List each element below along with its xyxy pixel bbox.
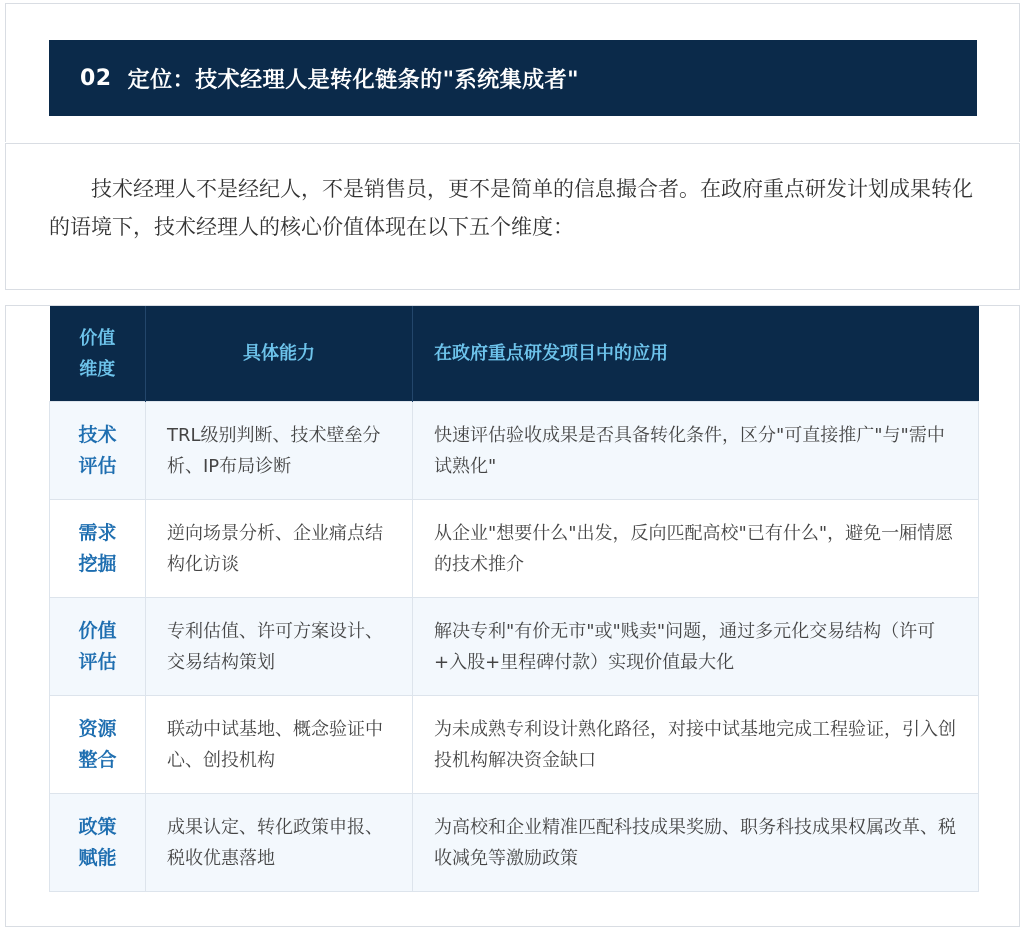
table-row: [50, 598, 979, 696]
section-header-card: [5, 3, 1020, 142]
intro-paragraph: 技术经理人不是经纪人，不是销售员，更不是简单的信息撮合者。在政府重点研发计划成果转化的语境下，技术经理人的核心价值体现在以下五个维度：: [49, 177, 973, 239]
dimension-line2: 整合: [78, 748, 117, 771]
ability-cell: 成果认定、转化政策申报、税收优惠落地: [146, 794, 413, 892]
table-row: [50, 696, 979, 794]
application-cell: 解决专利"有价无市"或"贱卖"问题，通过多元化交易结构（许可+入股+里程碑付款）实现价值最大化: [413, 598, 979, 696]
header-ability: 具体能力: [146, 306, 413, 402]
dimension-line1: 政策: [78, 815, 117, 838]
application-cell: 快速评估验收成果是否具备转化条件，区分"可直接推广"与"需中试熟化": [413, 402, 979, 500]
application-cell: 从企业"想要什么"出发，反向匹配高校"已有什么"，避免一厢情愿的技术推介: [413, 500, 979, 598]
section-banner: [49, 40, 977, 116]
dimension-line2: 评估: [78, 454, 117, 477]
dimension-cell: [50, 696, 146, 794]
header-application: 在政府重点研发项目中的应用: [413, 306, 979, 402]
application-cell: 为高校和企业精准匹配科技成果奖励、职务科技成果权属改革、税收减免等激励政策: [413, 794, 979, 892]
table-row: [50, 794, 979, 892]
ability-cell: 联动中试基地、概念验证中心、创投机构: [146, 696, 413, 794]
header-dimension-line1: 价值: [79, 327, 116, 349]
dimension-line2: 评估: [78, 650, 117, 673]
application-cell: 为未成熟专利设计熟化路径，对接中试基地完成工程验证，引入创投机构解决资金缺口: [413, 696, 979, 794]
ability-cell: TRL级别判断、技术壁垒分析、IP布局诊断: [146, 402, 413, 500]
intro-card: [5, 143, 1020, 290]
section-number: 02: [80, 65, 112, 91]
section-title: 定位：技术经理人是转化链条的"系统集成者": [127, 67, 580, 93]
table-row: [50, 402, 979, 500]
ability-cell: 专利估值、许可方案设计、交易结构策划: [146, 598, 413, 696]
dimension-line1: 技术: [78, 423, 117, 446]
dimension-line1: 资源: [78, 717, 117, 740]
table-header-row: [50, 306, 979, 402]
dimension-cell: [50, 402, 146, 500]
table-card: [5, 305, 1020, 927]
dimension-line2: 挖掘: [78, 552, 117, 575]
dimension-cell: [50, 794, 146, 892]
dimension-cell: [50, 598, 146, 696]
value-dimension-table: [49, 306, 979, 892]
dimension-cell: [50, 500, 146, 598]
dimension-line2: 赋能: [78, 846, 117, 869]
header-dimension: [50, 306, 146, 402]
dimension-line1: 价值: [78, 619, 117, 642]
header-dimension-line2: 维度: [79, 358, 116, 380]
table-row: [50, 500, 979, 598]
dimension-line1: 需求: [78, 521, 117, 544]
ability-cell: 逆向场景分析、企业痛点结构化访谈: [146, 500, 413, 598]
